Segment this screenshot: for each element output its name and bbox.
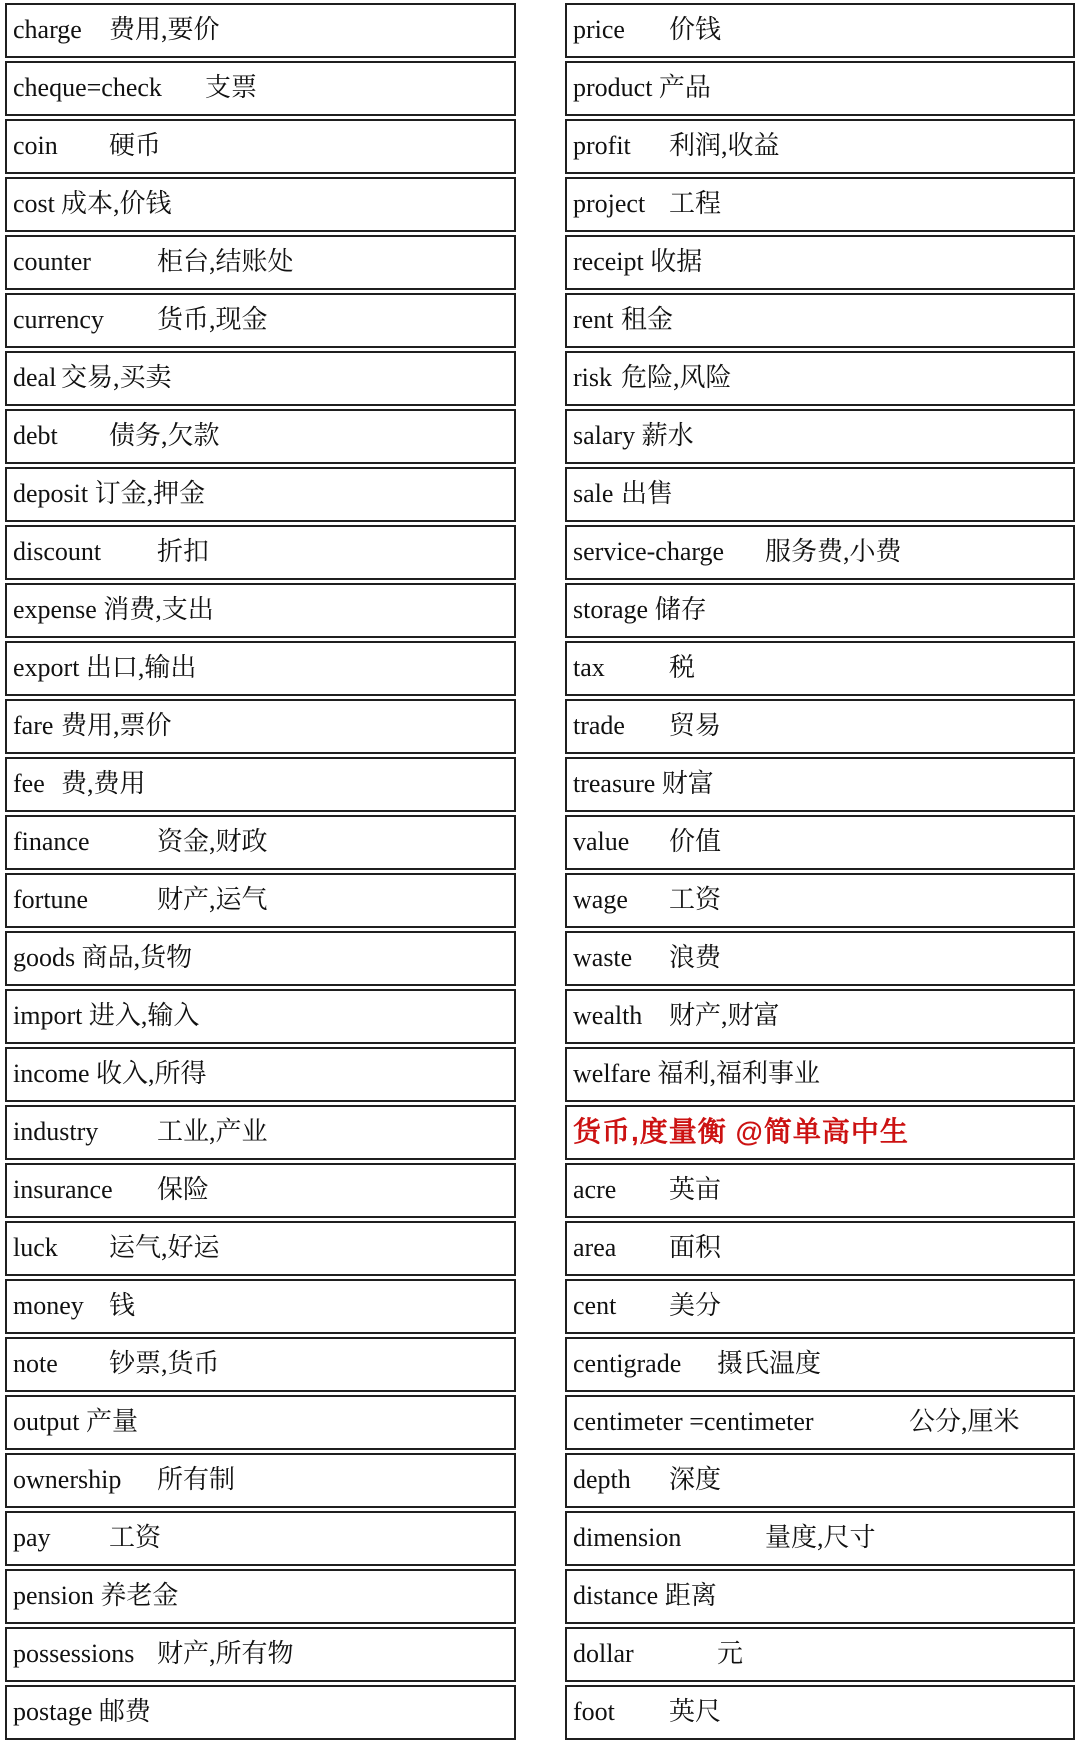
chinese-translation: 交易,买卖 bbox=[61, 363, 172, 392]
vocab-row bbox=[5, 699, 516, 754]
english-term: deposit bbox=[13, 479, 89, 508]
english-term: output bbox=[13, 1407, 80, 1436]
english-term: cent bbox=[573, 1291, 617, 1320]
chinese-translation: 价钱 bbox=[669, 15, 722, 44]
english-term: tax bbox=[573, 653, 605, 682]
chinese-translation: 英尺 bbox=[669, 1697, 722, 1726]
vocab-row bbox=[5, 1569, 516, 1624]
section-header-text: 货币,度量衡 @简单高中生 bbox=[573, 1116, 909, 1147]
chinese-translation: 元 bbox=[717, 1639, 744, 1668]
english-term: fare bbox=[13, 711, 54, 740]
vocab-row bbox=[5, 177, 516, 232]
english-term: waste bbox=[573, 943, 633, 972]
vocab-row bbox=[5, 1221, 516, 1276]
english-term: receipt bbox=[573, 247, 644, 276]
chinese-translation: 财产,所有物 bbox=[157, 1639, 294, 1668]
vocab-row bbox=[565, 293, 1075, 348]
chinese-translation: 价值 bbox=[669, 827, 722, 856]
vocab-row bbox=[5, 351, 516, 406]
vocab-row bbox=[5, 409, 516, 464]
english-term: note bbox=[13, 1349, 58, 1378]
chinese-translation: 贸易 bbox=[669, 711, 722, 740]
vocab-row bbox=[565, 1047, 1075, 1102]
english-term: luck bbox=[13, 1233, 58, 1262]
vocab-row bbox=[5, 525, 516, 580]
english-term: import bbox=[13, 1001, 83, 1030]
chinese-translation: 费用,要价 bbox=[109, 15, 220, 44]
vocab-row bbox=[565, 467, 1075, 522]
left-vocab-column bbox=[5, 3, 516, 1743]
english-term: risk bbox=[573, 363, 612, 392]
english-term: export bbox=[13, 653, 80, 682]
english-term: cost bbox=[13, 189, 55, 218]
vocab-row bbox=[565, 1163, 1075, 1218]
english-term: profit bbox=[573, 131, 631, 160]
chinese-translation: 工资 bbox=[669, 885, 722, 914]
vocab-row bbox=[5, 1163, 516, 1218]
chinese-translation: 费用,票价 bbox=[61, 711, 172, 740]
chinese-translation: 运气,好运 bbox=[109, 1233, 220, 1262]
english-term: centigrade bbox=[573, 1349, 682, 1378]
vocab-row bbox=[565, 1685, 1075, 1740]
english-term: area bbox=[573, 1233, 617, 1262]
english-term: pay bbox=[13, 1523, 51, 1552]
chinese-translation: 公分,厘米 bbox=[909, 1407, 1020, 1436]
vocab-row bbox=[5, 1627, 516, 1682]
vocab-row bbox=[565, 235, 1075, 290]
chinese-translation: 产量 bbox=[85, 1407, 138, 1436]
english-term: product bbox=[573, 73, 653, 102]
english-term: money bbox=[13, 1291, 84, 1320]
vocab-row bbox=[565, 1627, 1075, 1682]
chinese-translation: 服务费,小费 bbox=[765, 537, 902, 566]
vocab-row bbox=[5, 1279, 516, 1334]
vocab-row bbox=[5, 3, 516, 58]
chinese-translation: 出售 bbox=[621, 479, 674, 508]
english-term: trade bbox=[573, 711, 625, 740]
chinese-translation: 税 bbox=[669, 653, 696, 682]
chinese-translation: 薪水 bbox=[641, 421, 694, 450]
right-vocab-column bbox=[565, 3, 1075, 1743]
english-term: income bbox=[13, 1059, 90, 1088]
english-term: industry bbox=[13, 1117, 99, 1146]
vocab-row bbox=[565, 641, 1075, 696]
english-term: wealth bbox=[573, 1001, 643, 1030]
vocab-row bbox=[565, 873, 1075, 928]
chinese-translation: 出口,输出 bbox=[85, 653, 197, 682]
english-term: cheque=check bbox=[13, 73, 162, 102]
chinese-translation: 费,费用 bbox=[61, 769, 146, 798]
english-term: expense bbox=[13, 595, 97, 624]
vocab-row bbox=[565, 177, 1075, 232]
english-term: value bbox=[573, 827, 630, 856]
vocab-row bbox=[5, 757, 516, 812]
vocab-row bbox=[565, 3, 1075, 58]
vocab-row bbox=[5, 1337, 516, 1392]
english-term: acre bbox=[573, 1175, 617, 1204]
chinese-translation: 距离 bbox=[664, 1581, 717, 1610]
vocab-row bbox=[5, 989, 516, 1044]
chinese-translation: 量度,尺寸 bbox=[765, 1523, 876, 1552]
vocab-row bbox=[5, 1395, 516, 1450]
vocab-row bbox=[5, 641, 516, 696]
chinese-translation: 财产,运气 bbox=[157, 885, 268, 914]
vocab-row bbox=[5, 583, 516, 638]
chinese-translation: 利润,收益 bbox=[669, 131, 780, 160]
chinese-translation: 收入,所得 bbox=[96, 1059, 207, 1088]
chinese-translation: 租金 bbox=[621, 305, 674, 334]
chinese-translation: 所有制 bbox=[157, 1465, 236, 1494]
vocab-row bbox=[565, 699, 1075, 754]
english-term: insurance bbox=[13, 1175, 113, 1204]
chinese-translation: 收据 bbox=[650, 247, 703, 276]
english-term: goods bbox=[13, 943, 76, 972]
vocab-row bbox=[5, 119, 516, 174]
vocab-row bbox=[565, 1337, 1075, 1392]
vocab-row bbox=[5, 467, 516, 522]
vocab-row bbox=[5, 1105, 516, 1160]
english-term: price bbox=[573, 15, 625, 44]
vocab-row bbox=[565, 61, 1075, 116]
chinese-translation: 保险 bbox=[157, 1175, 210, 1204]
vocab-row bbox=[5, 815, 516, 870]
vocab-row bbox=[565, 931, 1075, 986]
english-term: foot bbox=[573, 1697, 615, 1726]
english-term: treasure bbox=[573, 769, 656, 798]
english-term: rent bbox=[573, 305, 614, 334]
vocab-row bbox=[565, 1221, 1075, 1276]
english-term: finance bbox=[13, 827, 90, 856]
vocab-row bbox=[565, 815, 1075, 870]
english-term: depth bbox=[573, 1465, 631, 1494]
vocab-row bbox=[5, 1453, 516, 1508]
english-term: counter bbox=[13, 247, 91, 276]
chinese-translation: 资金,财政 bbox=[157, 827, 268, 856]
english-term: project bbox=[573, 189, 646, 218]
english-term: debt bbox=[13, 421, 58, 450]
english-term: storage bbox=[573, 595, 649, 624]
chinese-translation: 柜台,结账处 bbox=[157, 247, 294, 276]
chinese-translation: 货币,现金 bbox=[157, 305, 268, 334]
chinese-translation: 支票 bbox=[205, 73, 258, 102]
english-term: fee bbox=[13, 769, 45, 798]
chinese-translation: 工程 bbox=[669, 189, 722, 218]
chinese-translation: 钞票,货币 bbox=[109, 1349, 220, 1378]
vocab-row bbox=[565, 1279, 1075, 1334]
chinese-translation: 硬币 bbox=[109, 131, 162, 160]
chinese-translation: 消费,支出 bbox=[103, 595, 214, 624]
english-term: currency bbox=[13, 305, 104, 334]
vocab-row bbox=[565, 119, 1075, 174]
english-term: distance bbox=[573, 1581, 659, 1610]
chinese-translation: 债务,欠款 bbox=[109, 421, 220, 450]
english-term: dimension bbox=[573, 1523, 682, 1552]
chinese-translation: 产品 bbox=[658, 73, 711, 102]
vocab-row bbox=[565, 1395, 1075, 1450]
chinese-translation: 危险,风险 bbox=[621, 363, 732, 392]
english-term: coin bbox=[13, 131, 58, 160]
english-term: fortune bbox=[13, 885, 89, 914]
vocab-row bbox=[565, 583, 1075, 638]
chinese-translation: 面积 bbox=[669, 1233, 722, 1262]
english-term: salary bbox=[573, 421, 636, 450]
vocab-row bbox=[565, 409, 1075, 464]
english-term: possessions bbox=[13, 1639, 135, 1668]
chinese-translation: 储存 bbox=[654, 595, 707, 624]
chinese-translation: 订金,押金 bbox=[94, 479, 206, 508]
chinese-translation: 进入,输入 bbox=[88, 1001, 200, 1030]
vocab-row bbox=[5, 61, 516, 116]
chinese-translation: 英亩 bbox=[669, 1175, 722, 1204]
vocab-row bbox=[5, 293, 516, 348]
chinese-translation: 财富 bbox=[661, 769, 714, 798]
chinese-translation: 福利,福利事业 bbox=[657, 1059, 820, 1088]
english-term: wage bbox=[573, 885, 628, 914]
vocab-row bbox=[565, 525, 1075, 580]
vocab-row bbox=[5, 235, 516, 290]
chinese-translation: 深度 bbox=[669, 1465, 722, 1494]
english-term: welfare bbox=[573, 1059, 651, 1088]
chinese-translation: 工资 bbox=[109, 1523, 162, 1552]
english-term: service-charge bbox=[573, 537, 725, 566]
english-term: ownership bbox=[13, 1465, 122, 1494]
vocab-row bbox=[5, 931, 516, 986]
english-term: dollar bbox=[573, 1639, 634, 1668]
english-term: deal bbox=[13, 363, 57, 392]
chinese-translation: 浪费 bbox=[669, 943, 722, 972]
chinese-translation: 成本,价钱 bbox=[61, 189, 172, 218]
vocab-row bbox=[565, 1453, 1075, 1508]
chinese-translation: 财产,财富 bbox=[669, 1001, 780, 1030]
vocab-row bbox=[565, 351, 1075, 406]
english-term: postage bbox=[13, 1697, 93, 1726]
vocab-row bbox=[565, 1569, 1075, 1624]
chinese-translation: 美分 bbox=[669, 1291, 722, 1320]
vocab-row bbox=[565, 989, 1075, 1044]
english-term: centimeter =centimeter bbox=[573, 1407, 814, 1436]
vocab-row bbox=[5, 1511, 516, 1566]
section-header-row bbox=[565, 1105, 1075, 1160]
chinese-translation: 折扣 bbox=[157, 537, 210, 566]
chinese-translation: 工业,产业 bbox=[157, 1117, 268, 1146]
vocab-row bbox=[565, 1511, 1075, 1566]
english-term: pension bbox=[13, 1581, 94, 1610]
vocab-row bbox=[5, 873, 516, 928]
chinese-translation: 摄氏温度 bbox=[717, 1349, 822, 1378]
english-term: discount bbox=[13, 537, 102, 566]
english-term: sale bbox=[573, 479, 614, 508]
vocab-row bbox=[5, 1047, 516, 1102]
chinese-translation: 养老金 bbox=[100, 1581, 179, 1610]
chinese-translation: 商品,货物 bbox=[81, 943, 193, 972]
vocab-row bbox=[5, 1685, 516, 1740]
vocab-row bbox=[565, 757, 1075, 812]
english-term: charge bbox=[13, 15, 82, 44]
chinese-translation: 钱 bbox=[109, 1291, 136, 1320]
chinese-translation: 邮费 bbox=[98, 1697, 151, 1726]
